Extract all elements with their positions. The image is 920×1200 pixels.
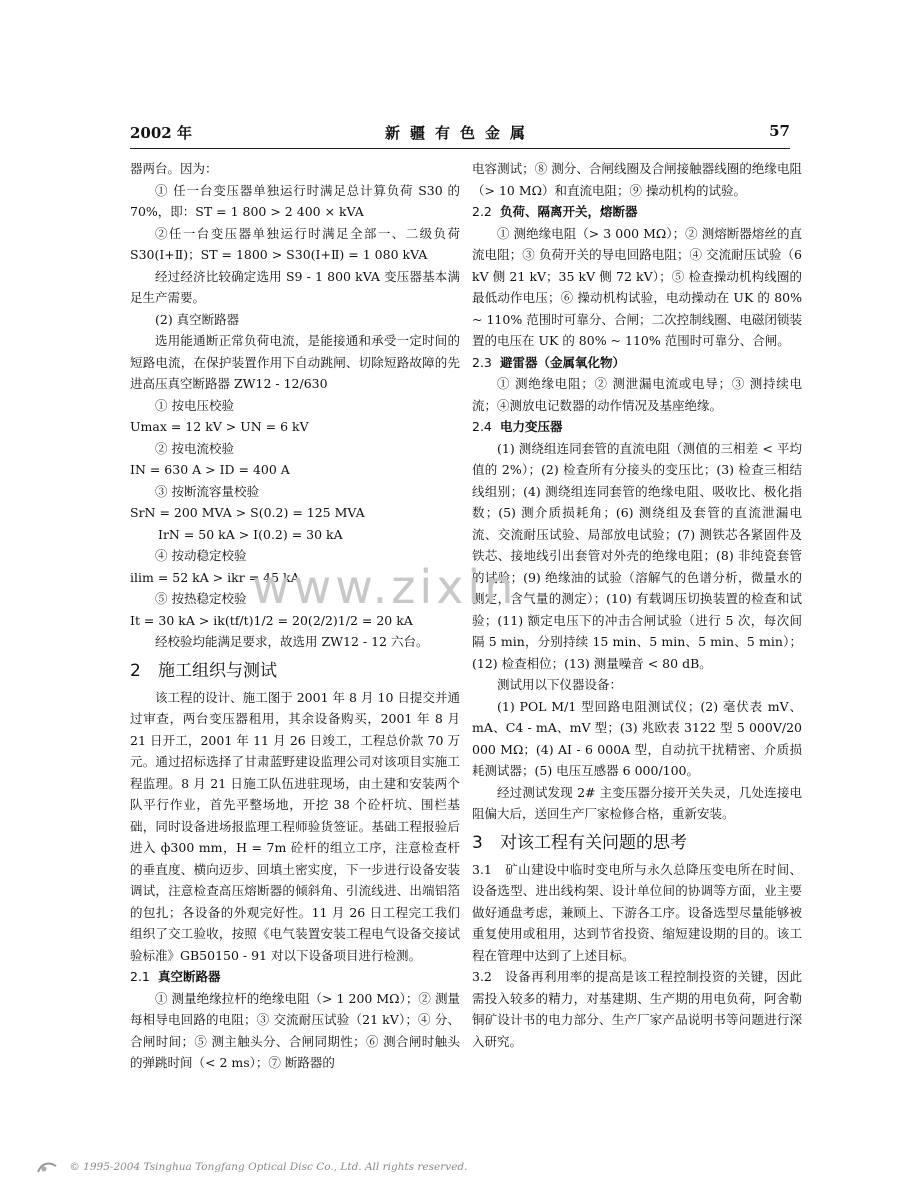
paragraph: (1) POL M/1 型回路电阻测试仪；(2) 毫伏表 mV、mA、C4 - mA、mV 型；(3) 兆欧表 3122 型 5 000V/20 000 MΩ；(4) AI - 6 000A 型，自动抗干扰精密、介质损耗测试器；(5) 电压互感器 6 000/100。 (472, 698, 802, 778)
paragraph: 经过测试发现 2# 主变压器分接开关失灵，几处连接电阻偏大后，送回生产厂家检修合格，重新安装。 (472, 784, 802, 821)
heading-number: 2 (130, 660, 141, 681)
paragraph: (1) 测绕组连同套管的直流电阻（测值的三相差 < 平均值的 2%）；(2) 检查所有分接头的变压比；(3) 检查三相结线组别；(4) 测绕组连同套管的绝缘电阻、吸收比、极化指数；(5) 测介质损耗角；(6) 测绕组及套管的直流泄漏电流、交流耐压试验、局部放电试验；(7) 测铁芯各紧固件及铁芯、接地线引出套管对外壳的绝缘电阻；(8) 非纯瓷套管的试验；(9) 绝缘油的试验（溶解气的色谱分析，微量水的测定，含气量的测定）；(10) 有载调压切换装置的检查和试验；(11) 额定电压下的冲击合闸试验（进行 5 次，每次间隔 5 min，分别持续 15 min、5 min、5 min、5 min）；(12) 检查相位；(13) 测量噪音 < 80 dB。 (472, 440, 802, 671)
subsection-heading (130, 966, 460, 988)
paragraph: 测试用以下仪器设备： (497, 677, 623, 692)
section-heading (130, 659, 460, 683)
paragraph: 选用能通断正常负荷电流，是能接通和承受一定时间的短路电流，在保护装置作用下自动跳闸、切除短路故障的先进高压真空断路器 ZW12 - 12/630 (130, 333, 460, 391)
paragraph: (2) 真空断路器 (155, 311, 240, 327)
section-heading (472, 831, 802, 855)
subsection-heading (472, 352, 802, 374)
right-column (472, 158, 802, 1052)
left-column (130, 158, 460, 1074)
paragraph: ③ 按断流容量校验 (155, 483, 259, 499)
header-year: 2002 年 (130, 124, 192, 142)
paragraph: 该工程的设计、施工图于 2001 年 8 月 10 日提交并通过审查，两台变压器租用，其余设备购买，2001 年 8 月 21 日开工，2001 年 11 月 26 日竣工，工程总价款 70 万元。通过招标选择了甘肃蓝野建设监理公司对该项目实施工程监理。8 月 21 日施工队伍进驻现场，由土建和安装两个队平行作业，首先平整场地，开挖 38 个砼杆坑、围栏基础，同时设备进场报监理工程师验货签证。基础工程报验后进入 ф300 mm，H = 7m 砼杆的组立工序，注意检查杆的垂直度、横向迈步、回填土密实度，下一步进行设备安装调试，注意检查高压熔断器的倾斜角、引流线进、出端铝箔的包扎；各设备的外观完好性。11 月 26 日工程完工我们组织了交工验收，按照《电气装置安装工程电气设备交接试验标准》GB50150 - 91 对以下设备项目进行检测。 (130, 689, 460, 963)
heading-text: 对该工程有关问题的思考 (500, 832, 687, 853)
header-journal-title: 新疆有色金属 (384, 124, 535, 142)
paragraph: ② 按电流校验 (155, 440, 234, 456)
paragraph: Umax = 12 kV > UN = 6 kV (130, 419, 309, 434)
subsection-heading (472, 416, 802, 438)
heading-number: 2.4 (472, 419, 492, 434)
header-rule (130, 148, 790, 149)
heading-text: 电力变压器 (500, 419, 563, 434)
paragraph: ilim = 52 kA > ikr = 45 kA (130, 569, 300, 585)
paragraph: ① 测绝缘电阻（> 3 000 MΩ）；② 测熔断器熔丝的直流电阻；③ 负荷开关的导电回路电阻；④ 交流耐压试验（6 kV 侧 21 kV；35 kV 侧 72 kV）；⑤ 检查操动机构线圈的最低动作电压；⑥ 操动机构试验，电动操动在 UK 的 80% ~ 110% 范围时可靠分、合闸；二次控制线圈、电磁闭锁装置的电压在 UK 的 80% ~ 110% 范围时可靠分、合闸。 (472, 225, 802, 348)
watermark: www.zixin (252, 560, 518, 614)
paragraph: ① 任一台变压器单独运行时满足总计算负荷 S30 的 70%，即：ST = 1 800 > 2 400 × kVA (130, 182, 460, 219)
paragraph: ① 按电压校验 (155, 397, 234, 413)
paragraph: 经校验均能满足要求，故选用 ZW12 - 12 六台。 (155, 634, 429, 649)
paragraph: ④ 按动稳定校验 (155, 548, 247, 563)
paragraph: ⑤ 按热稳定校验 (155, 591, 247, 606)
paragraph: 电容测试；⑧ 测分、合闸线圈及合闸接触器线圈的绝缘电阻（> 10 MΩ）和直流电阻；⑨ 操动机构的试验。 (472, 161, 802, 198)
paragraph: 器两台。因为： (130, 161, 218, 176)
heading-text: 负荷、隔离开关，熔断器 (500, 204, 638, 219)
page-footer (36, 1160, 467, 1174)
header-page-number: 57 (769, 122, 790, 140)
paragraph: ① 测量绝缘拉杆的绝缘电阻（> 1 200 MΩ）；② 测量每相导电回路的电阻；③ 交流耐压试验（21 kV）；④ 分、合闸时间；⑤ 测主触头分、合闸同期性；⑥ 测合闸时触头的弹跳时间（< 2 ms）；⑦ 断路器的 (130, 990, 460, 1070)
paragraph: ②任一台变压器单独运行时满足全部一、二级负荷 S30(Ⅰ+Ⅱ)；ST = 1800 > S30(Ⅰ+Ⅱ) = 1 080 kVA (130, 225, 460, 262)
paragraph: 3.1 矿山建设中临时变电所与永久总降压变电所在时间、设备选型、进出线构架、设计单位间的协调等方面，业主要做好通盘考虑，兼顾上、下游各工序。设备选型尽量能够被重复使用或租用，达到节省投资、缩短建设期的目的。该工程在管理中达到了上述目标。 (472, 861, 802, 963)
heading-number: 2.2 (472, 204, 492, 219)
paragraph: IN = 630 A > ID = 400 A (130, 462, 290, 477)
paragraph: SrN = 200 MVA > S(0.2) = 125 MVA (130, 505, 365, 520)
subsection-heading (472, 201, 802, 223)
heading-text: 施工组织与测试 (158, 660, 277, 681)
heading-number: 3 (472, 832, 483, 853)
heading-number: 2.1 (130, 969, 150, 984)
paragraph: ① 测绝缘电阻；② 测泄漏电流或电导；③ 测持续电流；④测放电记数器的动作情况及基座绝缘。 (472, 376, 802, 413)
publisher-logo-icon (36, 1160, 58, 1174)
copyright-text: © 1995-2004 Tsinghua Tongfang Optical Disc Co., Ltd. All rights reserved. (69, 1161, 468, 1173)
heading-text: 避雷器（金属氧化物） (500, 354, 626, 370)
page-header (130, 118, 790, 144)
paragraph: It = 30 kA > ik(tf/t)1/2 = 20(2/2)1/2 = 20 kA (130, 612, 413, 628)
paragraph: IrN = 50 kA > I(0.2) = 30 kA (158, 526, 343, 542)
paragraph: 3.2 设备再利用率的提高是该工程控制投资的关键，因此需投入较多的精力，对基建期、生产期的用电负荷，阿舍勒铜矿设计书的电力部分、生产厂家产品说明书等问题进行深入研究。 (472, 969, 802, 1049)
heading-number: 2.3 (472, 354, 492, 370)
paragraph: 经过经济比较确定选用 S9 - 1 800 kVA 变压器基本满足生产需要。 (130, 268, 460, 305)
heading-text: 真空断路器 (158, 969, 221, 984)
